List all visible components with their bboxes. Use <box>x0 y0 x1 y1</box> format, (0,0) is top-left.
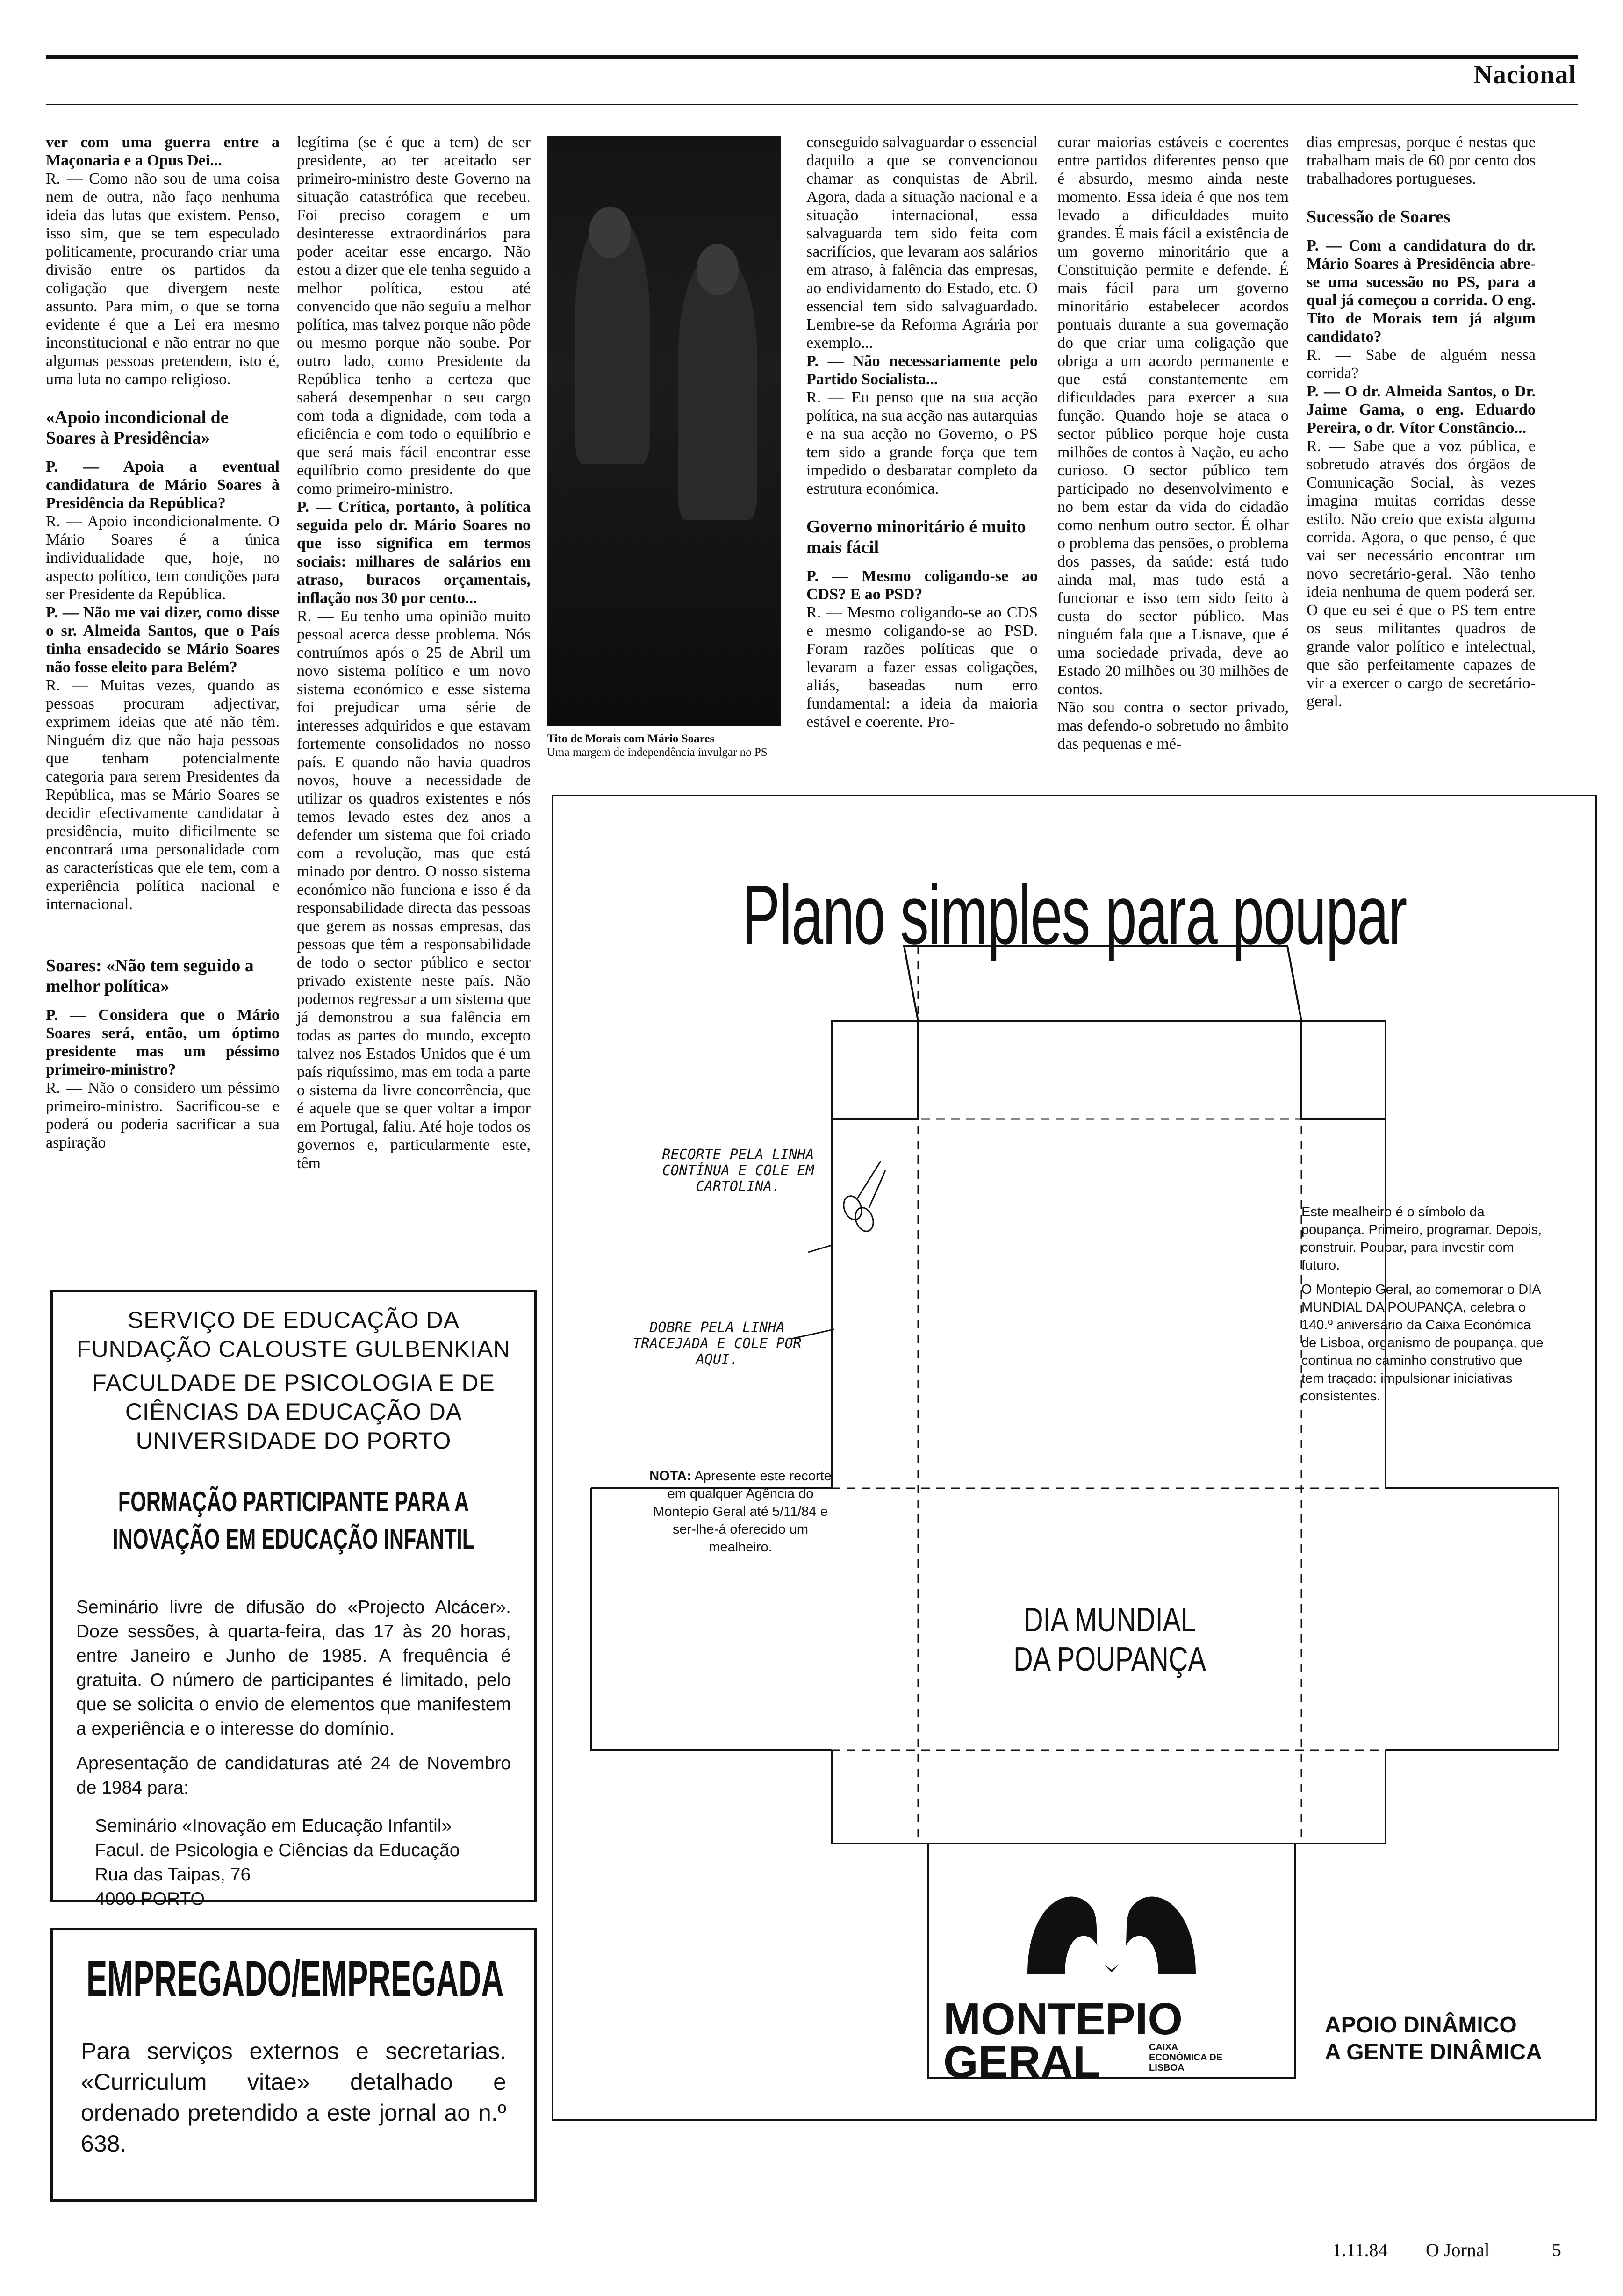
question: P. — Considera que o Mário Soares será, então, um óptimo presidente mas um péssimo primeiro-ministro? <box>46 1006 280 1078</box>
side-text-2: O Montepio Geral, ao comemorar o DIA MUNDIAL DA POUPANÇA, celebra o 140.º aniversário da Caixa Económica de Lisboa, organismo de poupança, que continua no caminho construtivo que tem traçado: impulsionar iniciativas consistentes. <box>1301 1282 1544 1404</box>
ad-gulbenkian-seminar <box>50 1290 537 1909</box>
answer: R. — Sabe de alguém nessa corrida? <box>1307 346 1536 382</box>
answer: R. — Muitas vezes, quando as pessoas procuram adjectivar, exprimem ideias que até não têm. Ninguém diz que não haja pessoas que tenham potencialmente categoria para serem Presidentes da República, mas se Mário Soares se decidir efectivamente candidatar à presidência, muito dificilmente se encontrará uma personalidade com as características que ele tem, com a experiência política nacional e internacional. <box>46 677 280 913</box>
brand-subtitle: CAIXA ECONÓMICA DE LISBOA <box>1149 2042 1223 2073</box>
article-column-3 <box>806 133 1038 731</box>
slogan-line-2: A GENTE DINÂMICA <box>1325 2040 1542 2065</box>
side-text <box>1301 1203 1544 1405</box>
slogan <box>1325 2012 1542 2066</box>
photo-tito-de-morais-mario-soares <box>547 136 781 726</box>
ad-title: EMPREGADO/EMPREGADA <box>86 1950 504 2007</box>
subheading: Governo minoritário é muito mais fácil <box>806 517 1026 557</box>
brand-line-2: GERAL <box>943 2037 1100 2087</box>
side-text-1: Este mealheiro é o símbolo da poupança. Primeiro, programar. Depois, construir. Poupar, para investir com futuro. <box>1301 1205 1542 1273</box>
fold-instruction: DOBRE PELA LINHA TRACEJADA E COLE POR AQUI. <box>632 1320 802 1368</box>
photo-caption <box>547 732 790 759</box>
question: P. — Não me vai dizer, como disse o sr. Almeida Santos, que o País tinha ensadecido se Mário Soares não fosse eleito para Belém? <box>46 604 280 676</box>
day-line-1: DIA MUNDIAL <box>1023 1601 1196 1639</box>
subheading: Sucessão de Soares <box>1307 207 1451 227</box>
page-number: 5 <box>1552 2239 1561 2260</box>
question: P. — Com a candidatura do dr. Mário Soares à Presidência abre-se uma sucessão no PS, para a qual já começou a corrida. O eng. Tito de Morais tem já algum candidato? <box>1307 237 1536 345</box>
pelican-logo-icon <box>1009 1862 1214 1993</box>
answer: R. — Eu penso que na sua acção política, na sua acção nas autarquias e na sua acção no Governo, o PS tem sido a grande força que tem impedido o desbaratar completo da estrutura económica. <box>806 389 1038 497</box>
paragraph: conseguido salvaguardar o essencial daquilo a que se convencionou chamar as conquistas de Abril. Agora, dada a situação nacional e a situação internacional, essa salvaguarda tem sido feita com sacrifícios, que levaram aos salários em atraso, à falência das empresas, ao endividamento do Estado, etc. O essencial tem sido salvaguardado. Lembre-se da Reforma Agrária por exemplo... <box>806 134 1038 352</box>
nota-label: NOTA: <box>649 1469 691 1484</box>
paragraph: R. — Como não sou de uma coisa nem de outra, não faço nenhuma ideia das lutas que existem. Penso, isso sim, que se tem especulado politicamente, procurando criar uma divisão entre os partidos da coligação que divergem neste assunto. Para mim, o que se torna evidente é que a Lei era mesmo inconstitucional e não entrar no que algumas pessoas pretendem, isto é, uma luta no campo religioso. <box>46 170 280 388</box>
footer-date: 1.11.84 <box>1332 2239 1388 2260</box>
answer: R. — Eu tenho uma opinião muito pessoal acerca desse problema. Nós contruímos após o 25 de Abril um novo sistema político e um novo sistema económico e esse sistema foi prejudicar uma série de interesses adquiridos e que estavam fortemente consolidados no nosso país. E quando não havia quadros novos, houve a necessidade de utilizar os quadros existentes e nós temos levado estes dez anos a defender um sistema que foi criado com a revolução, mas que está minado por dentro. O nosso sistema económico não funciona e isso é da responsabilidade directa das pessoas que gerem as nossas empresas, das pessoas que têm a responsabilidade de todo o sector público e sector privado existente neste país. Não podemos regressar a um sistema que já demonstrou a sua falência em todas as partes do mundo, excepto talvez nos Estados Unidos que é um país riquíssimo, mas em toda a parte o sistema da livre concorrência, que é aquele que se quer voltar a impor em Portugal, faliu. Até hoje todos os governos e, particularmente este, têm <box>297 608 531 1172</box>
answer: R. — Mesmo coligando-se ao CDS e mesmo coligando-se ao PSD. Foram razões políticas que o levaram a fazer essas coligações, aliás, baseadas num erro fundamental: a ideia da maioria estável e coerente. Pro- <box>806 604 1038 731</box>
cut-instruction: RECORTE PELA LINHA CONTÍNUA E COLE EM CARTOLINA. <box>662 1147 814 1195</box>
caption-text: Uma margem de independência invulgar no PS <box>547 746 768 759</box>
footer-paper: O Jornal <box>1426 2239 1490 2260</box>
address-line: Facul. de Psicologia e Ciências da Educação <box>95 1840 460 1860</box>
brand-line-1: MONTEPIO <box>943 1994 1183 2044</box>
answer: R. — Apoio incondicionalmente. O Mário Soares é a única individualidade que, hoje, no aspecto político, tem condições para ser Presidente da República. <box>46 513 280 603</box>
article-column-1 <box>46 133 280 1152</box>
ad-deadline: Apresentação de candidaturas até 24 de Novembro de 1984 para: <box>76 1753 511 1798</box>
paragraph: Não sou contra o sector privado, mas defendo-o sobretudo no âmbito das pequenas e mé- <box>1057 699 1289 753</box>
article-column-4 <box>1057 133 1289 753</box>
answer: R. — Sabe que a voz pública, e sobretudo através dos órgãos de Comunicação Social, às vezes imagina muitas corridas desse estilo. Não creio que exista alguma corrida. Agora, o que penso, é que vai ser necessário encontrar um novo secretário-geral. Não tenho ideia nenhuma de quem poderá ser. O que eu sei é que o PS tem entre os seus militantes quadros de grande valor político e intelectual, que são perfeitamente capazes de vir a exercer o cargo de secretário-geral. <box>1307 438 1536 710</box>
address-line: 4000 PORTO <box>95 1889 205 1909</box>
question: P. — Não necessariamente pelo Partido Socialista... <box>806 352 1038 388</box>
paragraph: curar maiorias estáveis e coerentes entre partidos diferentes penso que é absurdo, mesmo ainda neste momento. Essa ideia é que nos tem levado a dificuldades muito grandes. É mais fácil a existência de um governo minoritário que a Constituição permite e defende. É mais fácil para um governo minoritário estabelecer acordos pontuais durante a sua governação do que criar uma coligação que obriga a um acordo permanente e que está constantemente em dificuldades para exercer a sua função. Quando hoje se ataca o sector público porque hoje custa milhões de contos à Nação, eu acho curioso. O sector público tem participado no desenvolvimento e no bem estar da vida do cidadão como nenhum outro sector. É olhar o problema das pensões, o problema dos passes, da saúde: está tudo ainda mal, mas tudo está a funcionar e isso tem sido feito à custa do sector público. Mas ninguém fala que a Lisnave, que é uma sociedade privada, deve ao Estado 20 milhões ou 30 milhões de contos. <box>1057 134 1289 698</box>
nota-block <box>647 1467 834 1556</box>
ad-emprego <box>50 1928 537 2202</box>
paragraph: dias empresas, porque é nestas que trabalham mais de 60 por cento dos trabalhadores portugueses. <box>1307 134 1536 187</box>
ad-montepio-geral <box>552 795 1597 2121</box>
ad-address <box>95 1814 492 1911</box>
section-title: Nacional <box>1473 60 1576 89</box>
day-line-2: DA POUPANÇA <box>1013 1641 1206 1678</box>
subheading: Soares: «Não tem seguido a melhor política» <box>46 956 254 996</box>
ad-body: Para serviços externos e secretarias. «Curriculum vitae» detalhado e ordenado pretendido a este jornal ao n.º 638. <box>81 2038 506 2157</box>
ad-title: FORMAÇÃO PARTICIPANTE PARA A INOVAÇÃO EM EDUCAÇÃO INFANTIL <box>112 1486 475 1555</box>
ad-body: Seminário livre de difusão do «Projecto Alcácer». Doze sessões, à quarta-feira, das 17 às 20 horas, entre Janeiro e Junho de 1985. A frequência é gratuita. O número de participantes é limitado, pelo que se solicita o envio de elementos que manifestem a experiência e o interesse do domínio. <box>76 1597 511 1739</box>
slogan-line-1: APOIO DINÂMICO <box>1325 2013 1517 2038</box>
ad-faculty: FACULDADE DE PSICOLOGIA E DE CIÊNCIAS DA EDUCAÇÃO DA UNIVERSIDADE DO PORTO <box>92 1370 495 1454</box>
question: P. — O dr. Almeida Santos, o Dr. Jaime Gama, o eng. Eduardo Pereira, o dr. Vítor Constâncio... <box>1307 383 1536 437</box>
brand-name <box>943 1994 1183 2087</box>
article-column-2 <box>297 133 531 1172</box>
ad-headline: Plano simples para poupar <box>741 868 1407 962</box>
subheading: «Apoio incondicional de Soares à Presidência» <box>46 408 229 448</box>
caption-title: Tito de Morais com Mário Soares <box>547 732 715 745</box>
address-line: Seminário «Inovação em Educação Infantil» <box>95 1816 452 1836</box>
world-savings-day <box>956 1600 1263 1679</box>
address-line: Rua das Taipas, 76 <box>95 1865 251 1885</box>
paragraph: legítima (se é que a tem) de ser presidente, ao ter aceitado ser primeiro-ministro deste Governo na situação catastrófica que recebeu. Foi preciso coragem e um desinteresse extraordinários para poder aceitar esse encargo. Não estou a dizer que ele tenha seguido a melhor política, estou até convencido que não seguiu a melhor política, mas talvez porque não pôde ou mesmo porque não soube. Por outro lado, como Presidente da República tenho a certeza que saberá desempenhar o seu cargo com toda a dignidade, com toda a eficiência e com todo o equilíbrio e que será mais fácil encontrar esse equilíbrio como presidente do que como primeiro-ministro. <box>297 134 531 497</box>
paragraph: ver com uma guerra entre a Maçonaria e a Opus Dei... <box>46 134 280 169</box>
montepio-logo-panel <box>927 1844 1296 2087</box>
question: P. — Mesmo coligando-se ao CDS? E ao PSD? <box>806 567 1038 603</box>
article-column-5 <box>1307 133 1536 710</box>
ad-organization: SERVIÇO DE EDUCAÇÃO DA FUNDAÇÃO CALOUSTE GULBENKIAN <box>76 1307 511 1362</box>
nota-text: Apresente este recorte em qualquer Agência do Montepio Geral até 5/11/84 e ser-lhe-á oferecido um mealheiro. <box>653 1469 832 1555</box>
header-rule <box>46 104 1578 105</box>
answer: R. — Não o considero um péssimo primeiro-ministro. Sacrificou-se e poderá ou poderia sacrificar a sua aspiração <box>46 1079 280 1151</box>
question: P. — Crítica, portanto, à política seguida pelo dr. Mário Soares no que isso significa em termos sociais: milhares de salários em atraso, buracos orçamentais, inflação nos 30 por cento... <box>297 498 531 607</box>
question: P. — Apoia a eventual candidatura de Mário Soares à Presidência da República? <box>46 458 280 512</box>
top-rule <box>46 55 1578 59</box>
